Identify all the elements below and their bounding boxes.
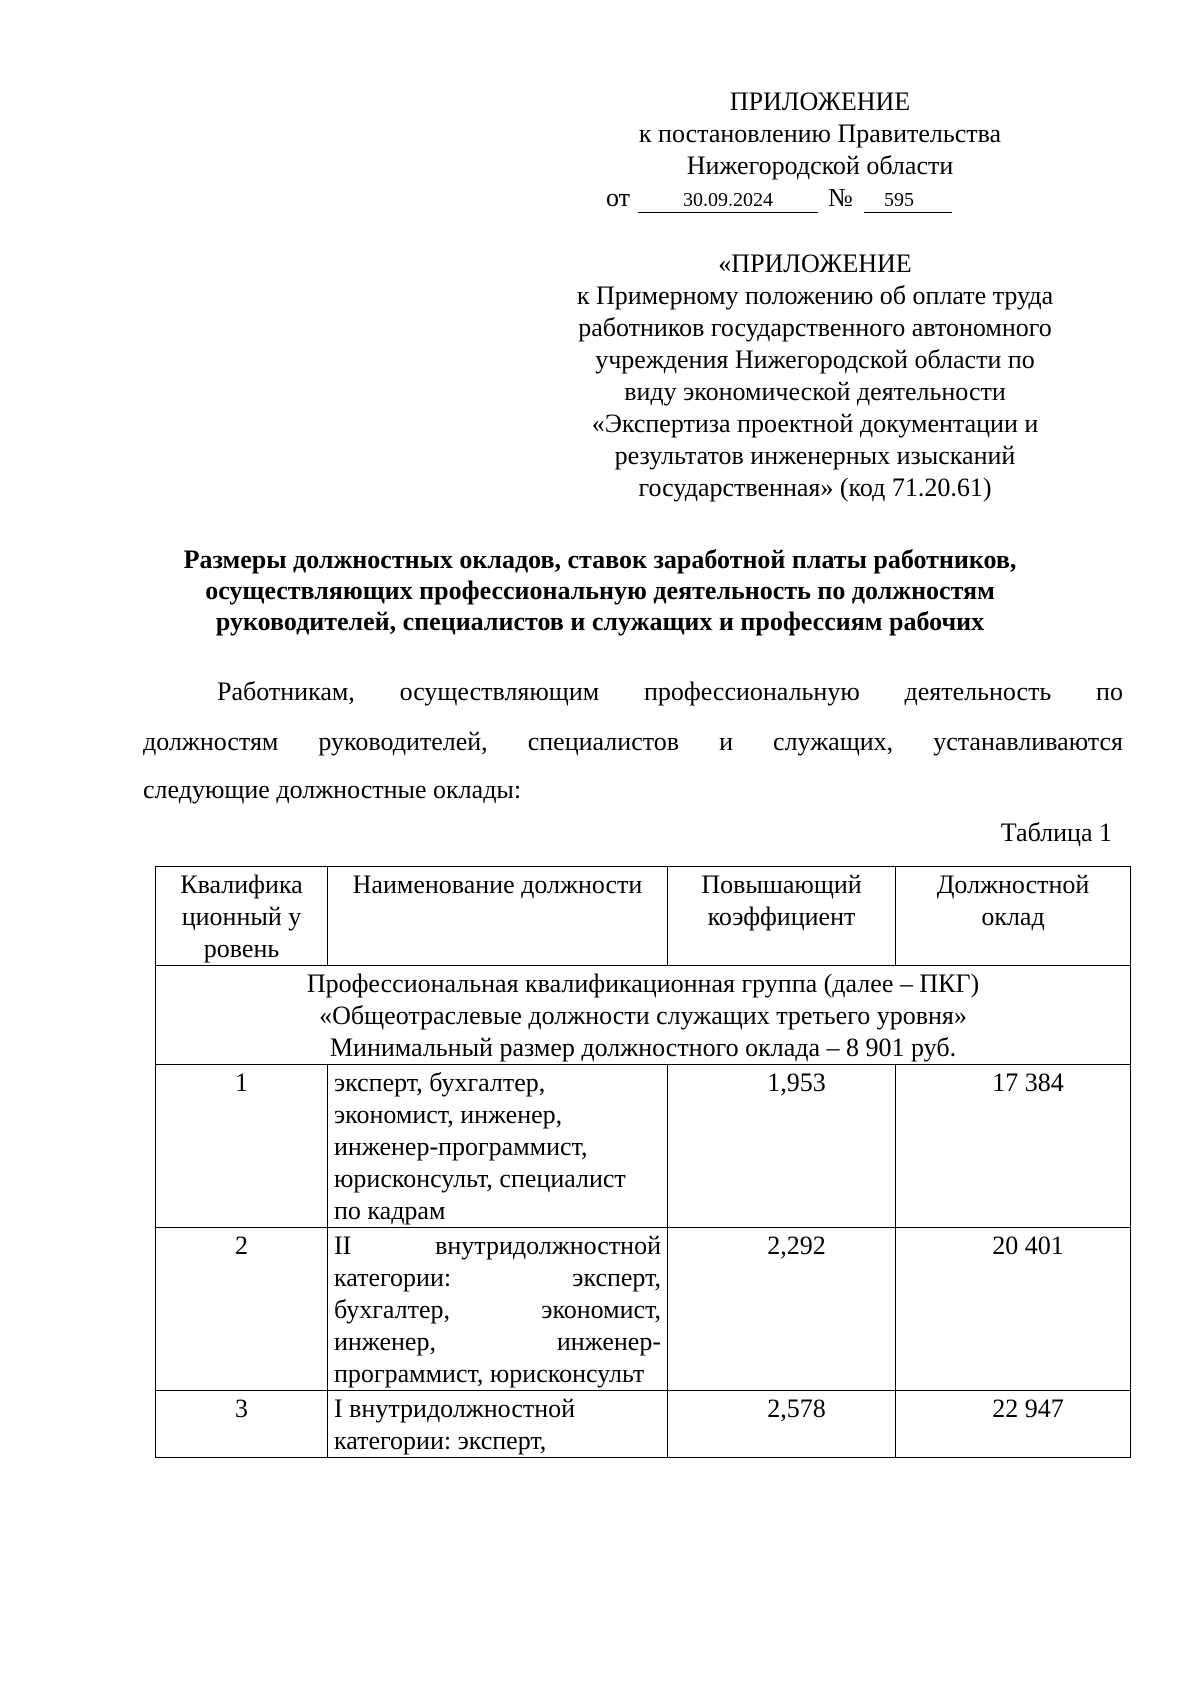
header-coef [668,867,896,966]
appendix-quote-line: «Экспертиза проектной документации и [591,409,1039,438]
paragraph-word: и [719,727,733,756]
table-row [156,1228,1131,1391]
appendix-line: Нижегородской области [686,151,954,180]
paragraph-word: устанавливаются [933,727,1123,756]
title-line: осуществляющих профессиональную деятельность по должностям [205,576,995,605]
table-row [156,1391,1131,1458]
appendix-line: к постановлению Правительства [638,119,1002,148]
appendix-quote-line: виду экономической деятельности [624,377,1006,406]
group-line: Минимальный размер должностного оклада – 8 901 руб. [329,1033,957,1062]
cell-level: 1 [156,1065,328,1228]
cell-salary: 22 947 [896,1391,1131,1458]
cell-position: эксперт, бухгалтер, экономист, инженер, инженер-программист, юрисконсульт, специалист по кадрам [328,1065,668,1228]
cell-position-text: I внутридолжностной категории: эксперт, [334,1394,576,1455]
cell-level: 3 [156,1391,328,1458]
from-label: от [606,183,631,212]
header-salary-text: Должностной оклад [936,870,1090,931]
group-line: Профессиональная квалификационная группа (далее – ПКГ) [306,969,980,998]
document-number: 595 [884,189,914,211]
appendix-quote-line: к Примерному положению об оплате труда [576,281,1054,310]
table-caption: Таблица 1 [1000,818,1112,847]
appendix-quote-line: результатов инженерных изысканий [614,441,1016,470]
paragraph-word: деятельность [904,677,1052,706]
cell-coef: 2,578 [668,1391,896,1458]
date-number-line [560,182,1080,214]
appendix-quote-line: «ПРИЛОЖЕНИЕ [718,249,912,278]
cell-level: 2 [156,1228,328,1391]
header-position: Наименование должности [328,867,668,966]
cell-coef: 2,292 [668,1228,896,1391]
salary-table [155,866,1131,1458]
document-date: 30.09.2024 [683,189,773,211]
group-line: «Общеотраслевые должности служащих третьего уровня» [319,1001,967,1030]
appendix-quote-line: работников государственного автономного [578,313,1052,342]
paragraph-word: по [1096,677,1123,706]
document-title [130,544,1070,637]
cell-position: II внутридолжностной категории: эксперт, бухгалтер, экономист, инженер, инженер-программист, юрисконсульт [328,1228,668,1391]
group-cell [156,966,1131,1065]
appendix-quote [535,248,1095,504]
table-header-row [156,867,1131,966]
paragraph-text: следующие должностные оклады: [143,775,522,804]
appendix-quote-line: учреждения Нижегородской области по [595,345,1035,374]
cell-position [328,1391,668,1458]
appendix-header [560,86,1080,214]
paragraph-word: служащих, [773,727,894,756]
paragraph-line-3 [143,766,1123,814]
paragraph-word: руководителей, [318,727,488,756]
table-row [156,1065,1131,1228]
paragraph-line-1 [217,668,1123,716]
table-group-row [156,966,1131,1065]
paragraph-line-2 [143,718,1123,766]
title-line: Размеры должностных окладов, ставок заработной платы работников, [183,545,1017,574]
paragraph-word: Работникам, [217,677,355,706]
appendix-quote-line: государственная» (код 71.20.61) [638,473,992,502]
paragraph-word: осуществляющим [399,677,600,706]
cell-coef: 1,953 [668,1065,896,1228]
cell-salary: 20 401 [896,1228,1131,1391]
header-salary [896,867,1131,966]
header-coef-text: Повышающий коэффициент [701,870,862,931]
paragraph-word: профессиональную [643,677,860,706]
title-line: руководителей, специалистов и служащих и профессиям рабочих [215,607,985,636]
header-level-text: Квалификационный уровень [180,870,303,963]
paragraph-word: специалистов [527,727,680,756]
paragraph-word: должностям [143,727,279,756]
header-level [156,867,328,966]
appendix-title: ПРИЛОЖЕНИЕ [729,87,911,116]
number-label: № [828,183,853,212]
cell-salary: 17 384 [896,1065,1131,1228]
